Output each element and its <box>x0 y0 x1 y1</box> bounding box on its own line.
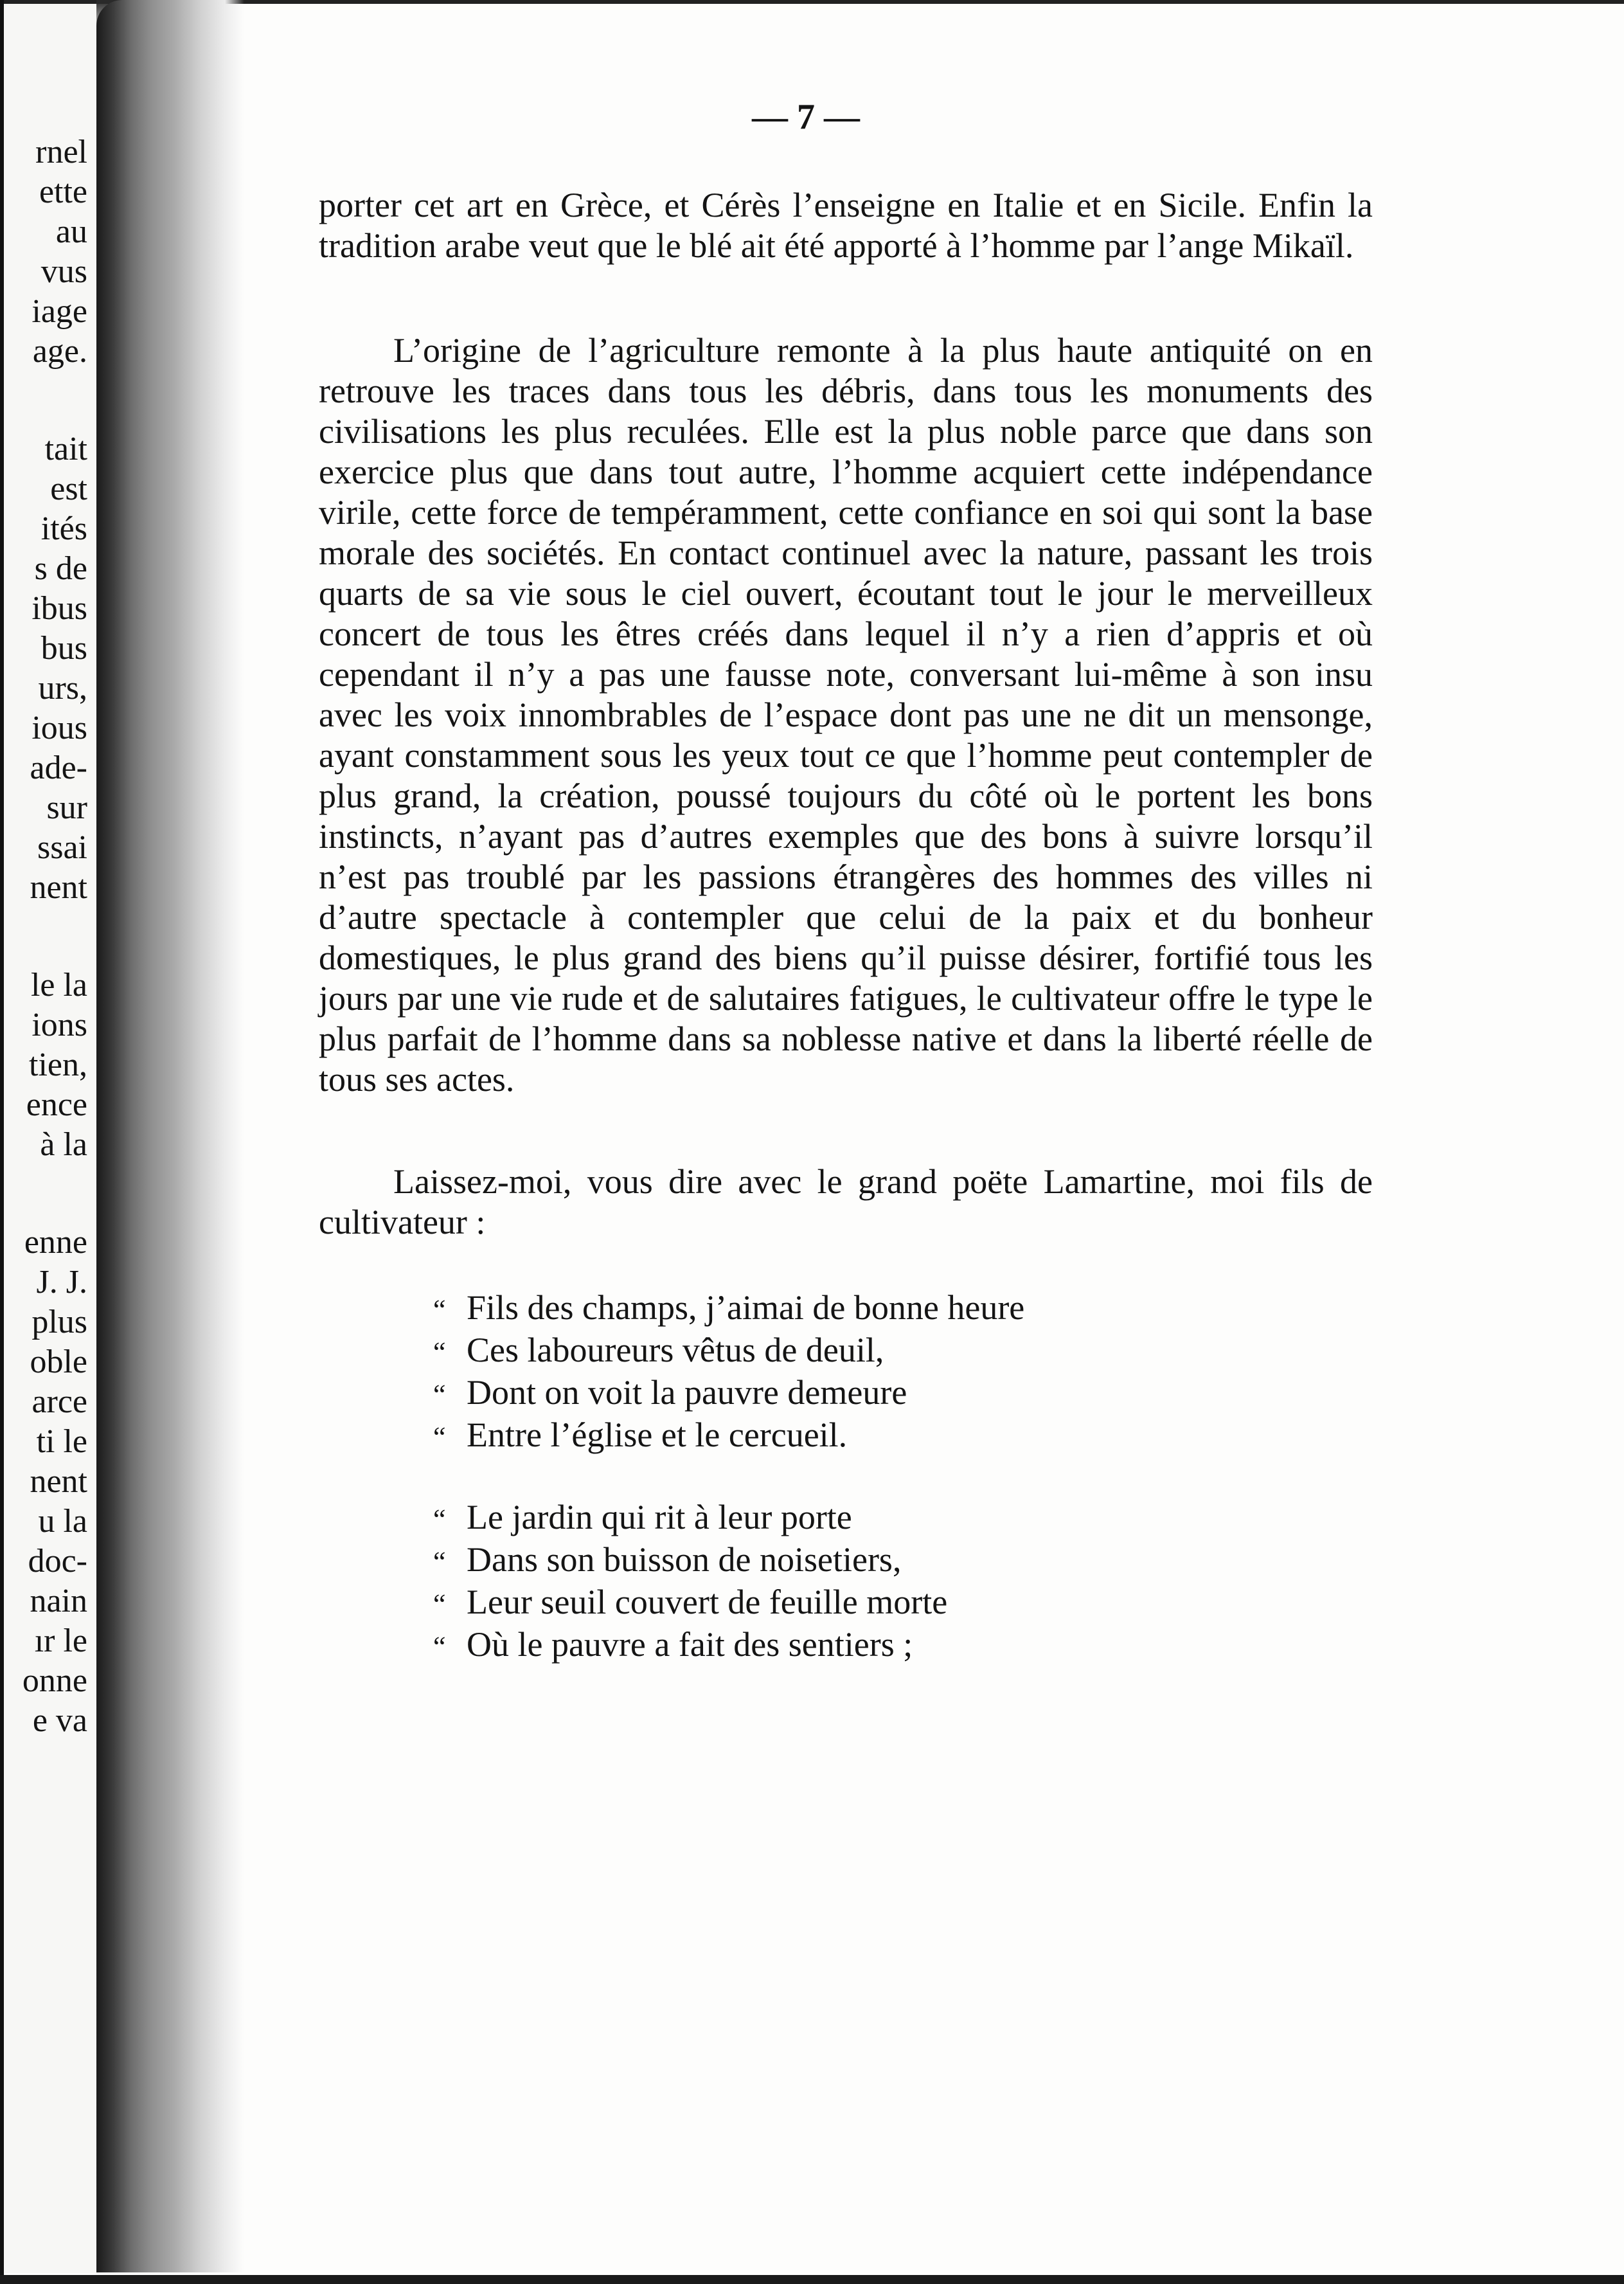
paragraph-2: L’origine de l’agriculture remonte à la plus haute antiquité on en retrouve les traces dans tous les débris, dans tous les monuments des civilisations les plus reculées. Elle est la plus noble parce que dans son exercice plus que dans tout autre, l’homme acquiert cette indépendance virile, cette force de tempéramment, cette confiance en soi qui sont la base morale des sociétés. En contact continuel avec la nature, passant les trois quarts de sa vie sous le ciel ouvert, écoutant tout le jour le merveilleux concert de tous les êtres créés dans lequel il n’y a rien d’appris et où cependant il n’y a pas une fausse note, conversant lui-même à son insu avec les voix innombrables de l’espace dont pas une ne dit un mensonge, ayant constamment sous les yeux tout ce que l’homme peut contempler de plus grand, la création, poussé toujours du côté où le portent les bons instincts, n’ayant pas d’autres exemples que des bons à suivre lorsqu’il n’est pas troublé par les passions étrangères des hommes des villes ni d’autre spectacle à contempler que celui de la paix et du bonheur domestiques, le plus grand des biens qu’il puisse désirer, fortifié tous les jours par une vie rude et de salutaires fatigues, le cultivateur offre le type le plus parfait de l’homme dans sa noblesse native et dans la liberté réelle de tous ses actes. <box>319 331 1373 1099</box>
previous-page-line-fragment: tien, <box>29 1047 87 1083</box>
previous-page-line-fragment: ions <box>31 1007 87 1043</box>
binding-gutter-shadow <box>96 0 244 2272</box>
previous-page-line-fragment: nain <box>30 1583 87 1619</box>
verse-line <box>433 1288 1373 1330</box>
poem-stanza-2 <box>433 1497 1373 1667</box>
quote-mark: “ <box>433 1294 446 1326</box>
previous-page-edge <box>4 4 99 2273</box>
verse-text: Le jardin qui rit à leur porte <box>467 1498 852 1536</box>
previous-page-line-fragment: ssai <box>37 829 87 866</box>
previous-page-line-fragment: nent <box>30 1463 87 1500</box>
previous-page-line-fragment: ade- <box>30 750 87 786</box>
previous-page-text <box>4 132 87 1741</box>
previous-page-line-fragment: plus <box>31 1304 87 1340</box>
previous-page-line-fragment: est <box>50 471 87 507</box>
previous-page-line-fragment: vus <box>40 253 87 290</box>
quote-mark: “ <box>433 1379 446 1410</box>
quote-mark: “ <box>433 1504 446 1535</box>
previous-page-line-fragment: sur <box>46 789 87 826</box>
verse-line <box>433 1624 1373 1667</box>
verse-line <box>433 1330 1373 1372</box>
previous-page-line-fragment: doc- <box>28 1543 87 1579</box>
verse-text: Leur seuil couvert de feuille morte <box>467 1583 948 1621</box>
previous-page-line-fragment: age. <box>32 333 87 370</box>
verse-text: Dont on voit la pauvre demeure <box>467 1373 907 1412</box>
previous-page-line-fragment: bus <box>40 630 87 667</box>
verse-text: Fils des champs, j’aimai de bonne heure <box>467 1288 1025 1327</box>
verse-line <box>433 1540 1373 1582</box>
previous-page-line-fragment: nent <box>30 869 87 906</box>
quote-mark: “ <box>433 1631 446 1662</box>
paragraph-1: porter cet art en Grèce, et Cérès l’enseigne en Italie et en Sicile. Enfin la tradition arabe veut que le blé ait été apporté à l’homme par l’ange Mikaïl. <box>319 186 1373 265</box>
previous-page-line-fragment: enne <box>24 1224 87 1261</box>
previous-page-line-fragment: ence <box>26 1086 87 1123</box>
verse-line <box>433 1372 1373 1415</box>
previous-page-line-fragment: ibus <box>31 590 87 627</box>
previous-page-line-fragment: rnel <box>35 134 87 170</box>
page-number: — 7 — <box>752 97 860 137</box>
scan-border-bottom <box>0 2275 1624 2284</box>
previous-page-line-fragment: J. J. <box>36 1264 87 1300</box>
previous-page-line-fragment: urs, <box>38 670 87 706</box>
previous-page-paragraph-gap <box>4 1165 87 1223</box>
verse-text: Entre l’église et le cercueil. <box>467 1416 848 1454</box>
verse-line <box>433 1415 1373 1457</box>
verse-text: Ces laboureurs vêtus de deuil, <box>467 1331 884 1369</box>
quote-mark: “ <box>433 1546 446 1578</box>
page-body <box>319 185 1373 1707</box>
previous-page-paragraph-gap <box>4 372 87 429</box>
previous-page-line-fragment: arce <box>31 1383 87 1420</box>
previous-page-line-fragment: u la <box>38 1503 87 1540</box>
previous-page-line-fragment: ti le <box>36 1423 87 1460</box>
previous-page-line-fragment: oble <box>30 1344 87 1380</box>
verse-text: Où le pauvre a fait des sentiers ; <box>467 1625 913 1664</box>
previous-page-line-fragment: onne <box>22 1662 87 1699</box>
previous-page-line-fragment: tait <box>44 431 87 467</box>
previous-page-line-fragment: ır le <box>34 1623 87 1659</box>
previous-page-line-fragment: ious <box>31 710 87 746</box>
verse-text: Dans son buisson de noisetiers, <box>467 1540 902 1579</box>
quote-mark: “ <box>433 1588 446 1620</box>
previous-page-line-fragment: s de <box>34 550 87 587</box>
paragraph-3: Laissez-moi, vous dire avec le grand poëte Lamartine, moi fils de cultivateur : <box>319 1162 1373 1241</box>
verse-line <box>433 1497 1373 1540</box>
quote-mark: “ <box>433 1336 446 1368</box>
verse-line <box>433 1582 1373 1624</box>
previous-page-paragraph-gap <box>4 908 87 966</box>
previous-page-line-fragment: ette <box>39 174 87 210</box>
previous-page-line-fragment: le la <box>30 967 87 1003</box>
previous-page-line-fragment: au <box>55 213 87 250</box>
previous-page-line-fragment: ités <box>40 510 87 547</box>
previous-page-line-fragment: à la <box>40 1126 87 1163</box>
previous-page-line-fragment: iage <box>31 293 87 330</box>
previous-page-line-fragment: e va <box>32 1702 87 1739</box>
poem-stanza-1 <box>433 1288 1373 1457</box>
quote-mark: “ <box>433 1421 446 1453</box>
